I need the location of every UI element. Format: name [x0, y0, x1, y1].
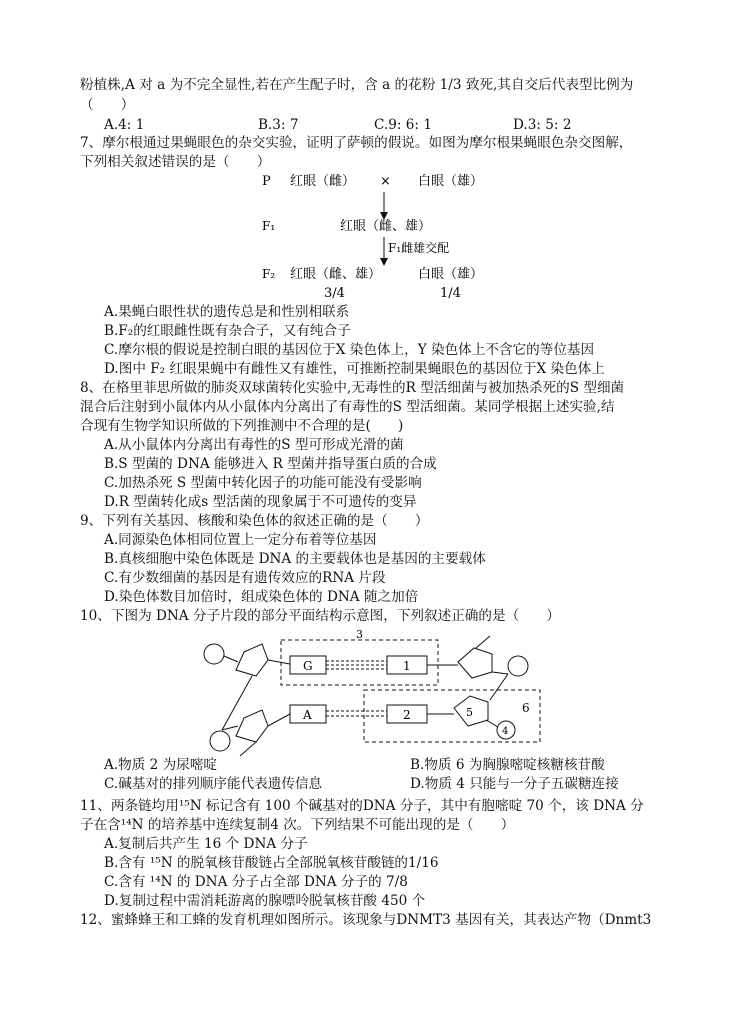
label-5: 5	[466, 706, 473, 719]
cross-f1-text: 红眼（雌、雄）	[340, 219, 432, 234]
q11-option-d: D.复制过程中需消耗游离的腺嘌呤脱氧核苷酸 450 个	[104, 893, 426, 909]
q11-stem-line1: 11、两条链均用¹⁵N 标记含有 100 个碱基对的DNA 分子，其中有胞嘧啶 70 个，该 DNA 分	[80, 798, 644, 814]
cross-p-right: 白眼（雄）	[418, 174, 484, 189]
q12-stem-line1: 12、蜜蜂蜂王和工蜂的发育机理如图所示。该现象与DNMT3 基因有关，其表达产物（Dnmt3	[80, 912, 652, 928]
q11-option-a: A.复制后共产生 16 个 DNA 分子	[104, 836, 308, 852]
q8-stem-line3: 合现有生物学知识所做的下列推测中不合理的是( )	[80, 418, 404, 434]
q8-stem-line1: 8、在格里菲思所做的肺炎双球菌转化实验中,无毒性的R 型活细菌与被加热杀死的S 型细菌	[80, 380, 625, 396]
q6-stem-line1: 粉植株,A 对 a 为不完全显性,若在产生配子时，含 a 的花粉 1/3 致死,其自交后代表型比例为	[80, 77, 634, 93]
q6-option-b: B.3: 7	[258, 117, 299, 133]
q9-option-b: B.真核细胞中染色体既是 DNA 的主要载体也是基因的主要载体	[104, 551, 486, 567]
label-4: 4	[502, 726, 509, 737]
cross-f1-mating: F₁雌雄交配	[388, 241, 450, 255]
q6-option-c: C.9: 6: 1	[374, 117, 432, 133]
q6-stem-line2: （ ）	[80, 97, 135, 113]
q9-stem: 9、下列有关基因、核酸和染色体的叙述正确的是（ ）	[80, 513, 429, 529]
label-a: A	[303, 708, 312, 722]
q10-stem: 10、下图为 DNA 分子片段的部分平面结构示意图，下列叙述正确的是（ ）	[80, 608, 560, 624]
q7-stem-line2: 下列相关叙述错误的是（ ）	[80, 154, 271, 170]
q11-stem-line2: 子在含¹⁴N 的培养基中连续复制4 次。下列结果不可能出现的是（ ）	[80, 817, 515, 833]
phosphate-bottom-left	[210, 731, 230, 751]
q11-option-c: C.含有 ¹⁴N 的 DNA 分子占全部 DNA 分子的 7/8	[104, 874, 408, 890]
sugar-bottom-left	[236, 710, 268, 742]
phosphate-top-right	[508, 656, 528, 676]
q7-option-b: B.F₂的红眼雌性既有杂合子，又有纯合子	[104, 323, 351, 339]
cross-f2-left: 红眼（雌、雄）	[290, 267, 382, 282]
label-1: 1	[403, 659, 411, 673]
q10-option-c: C.碱基对的排列顺序能代表遗传信息	[104, 776, 323, 792]
q9-option-a: A.同源染色体相同位置上一定分布着等位基因	[104, 532, 377, 548]
cross-f1-label: F₁	[262, 219, 276, 233]
label-2: 2	[403, 708, 411, 722]
phosphate-top-left	[204, 644, 224, 664]
label-g: G	[303, 659, 313, 673]
cross-f2-right: 白眼（雄）	[418, 267, 484, 282]
q10-option-d: D.物质 4 只能与一分子五碳糖连接	[410, 776, 619, 792]
q10-option-a: A.物质 2 为尿嘧啶	[104, 757, 217, 773]
q8-option-b: B.S 型菌的 DNA 能够进入 R 型菌并指导蛋白质的合成	[104, 456, 437, 472]
q9-option-d: D.染色体数目加倍时，组成染色体的 DNA 随之加倍	[104, 589, 419, 605]
cross-f2-label: F₂	[262, 267, 276, 281]
sugar-top-right	[458, 648, 492, 678]
q7-stem-line1: 7、摩尔根通过果蝇眼色的杂交实验，证明了萨顿的假说。如图为摩尔根果蝇眼色杂交图解，	[80, 135, 633, 151]
label-6: 6	[522, 701, 530, 715]
cross-ratio-right: 1/4	[440, 286, 461, 301]
q9-option-c: C.有少数细菌的基因是有遗传效应的RNA 片段	[104, 570, 386, 586]
q6-option-a: A.4: 1	[104, 117, 145, 133]
q7-option-a: A.果蝇白眼性状的遗传总是和性别相联系	[104, 304, 350, 320]
q8-option-c: C.加热杀死 S 型菌中转化因子的功能可能没有受影响	[104, 475, 422, 491]
cross-ratio-left: 3/4	[324, 286, 345, 301]
q11-option-b: B.含有 ¹⁵N 的脱氧核苷酸链占全部脱氧核苷酸链的1/16	[104, 855, 439, 871]
q7-option-d: D.图中 F₂ 红眼果蝇中有雌性又有雄性，可推断控制果蝇眼色的基因位于X 染色体上	[104, 361, 605, 377]
label-3: 3	[356, 628, 363, 641]
cross-p-label: P	[262, 174, 271, 189]
sugar-top-left	[236, 644, 268, 676]
q7-option-c: C.摩尔根的假说是控制白眼的基因位于X 染色体上，Y 染色体上不含它的等位基因	[104, 342, 595, 358]
q10-option-b: B.物质 6 为胸腺嘧啶核糖核苷酸	[410, 757, 605, 773]
q8-option-d: D.R 型菌转化成s 型活菌的现象属于不可遗传的变异	[104, 494, 417, 510]
cross-sign: ×	[380, 174, 391, 189]
q6-option-d: D.3: 5: 2	[513, 117, 572, 133]
cross-p-left: 红眼（雌）	[290, 174, 356, 189]
q8-stem-line2: 混合后注射到小鼠体内从小鼠体内分离出了有毒性的S 型活细菌。某同学根据上述实验,结	[80, 399, 615, 415]
q8-option-a: A.从小鼠体内分离出有毒性的S 型可形成光滑的菌	[104, 437, 404, 453]
